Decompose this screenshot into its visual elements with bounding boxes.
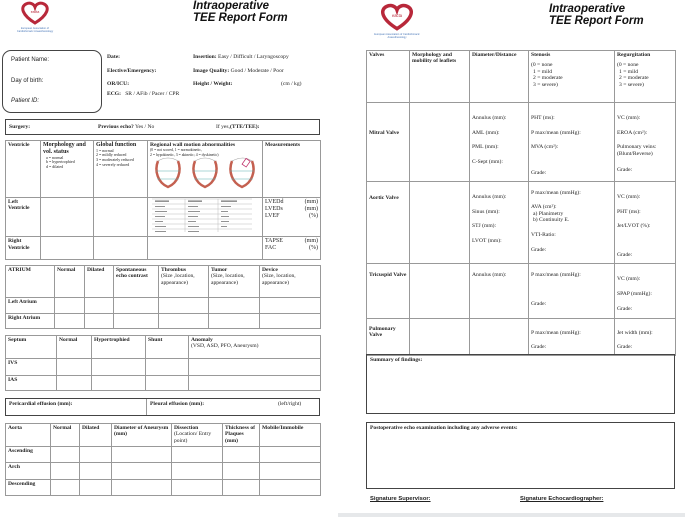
header-measurements: Measurements [263,141,321,198]
header: Thickness of Plaques (mm) [223,424,260,447]
cell[interactable] [209,314,260,329]
mitral-stenosis-cell[interactable]: PHT (ms): P max/mean (mmHg): MVA (cm²): Grade: [529,103,615,182]
row-label: Left Atrium [6,298,55,314]
heart-logo-icon [14,1,56,25]
insertion-field[interactable]: Insertion: Easy / Difficult / Laryngoscopy [193,54,289,60]
cell[interactable] [92,359,146,376]
table-row [367,103,676,182]
rv-morphology-cell[interactable] [41,237,94,260]
cell[interactable] [146,359,189,376]
cell[interactable] [51,463,80,480]
cell[interactable] [112,463,172,480]
cell[interactable] [55,314,85,329]
row-label: Aortic Valve [367,182,410,264]
atrium-table [5,265,321,329]
header: Dilated [85,266,114,298]
if-yes-field[interactable]: If yes,(TTE/TEE): [216,124,260,130]
header-regional-wall-motion: Regional wall motion abnormalities (0 = not scored, 1 = normokinetic, 2 = hypokinetic, 3 = akinetic; 4 = dyskinetic) [148,141,263,198]
postop-box[interactable] [366,422,675,489]
cell[interactable] [172,480,223,496]
table-row [6,237,321,260]
cell[interactable] [85,314,114,329]
pleural-effusion-field[interactable]: Pleural effusion (mm): [150,401,205,407]
lv-global-cell[interactable] [94,198,148,237]
cell[interactable] [223,463,260,480]
header: Aorta [6,424,51,447]
header: Stenosis (0 = none 1 = mild 2 = moderate 3 = severe) [529,51,615,103]
summary-box[interactable] [366,354,675,414]
cell[interactable] [172,447,223,463]
tricuspid-regurgitation-cell[interactable]: VC (mm): SPAP (mmHg): Grade: [615,264,676,319]
cell[interactable] [410,319,470,356]
pulmonary-regurgitation-cell[interactable]: Jet width (mm): Grade: [615,319,676,356]
header: Tumor (Size, location, appearance) [209,266,260,298]
row-label: Left Ventricle [6,198,41,237]
cell[interactable] [209,298,260,314]
cell[interactable] [189,376,321,391]
page-2 [338,0,685,517]
cell[interactable] [410,264,470,319]
header: Diameter/Distance [470,51,529,103]
cell[interactable] [51,480,80,496]
header: Regurgitation (0 = none 1 = mild 2 = moderate 3 = severe) [615,51,676,103]
cell[interactable] [159,314,209,329]
cell[interactable] [80,480,112,496]
header: Normal [51,424,80,447]
table-row [6,298,321,314]
cell[interactable] [260,480,321,496]
effusion-box [5,398,320,416]
cell[interactable] [112,447,172,463]
cell[interactable] [80,447,112,463]
aorta-table [5,423,321,496]
header-ventricle: Ventricle [6,141,41,198]
header: Mobile/Immobile [260,424,321,447]
cell[interactable] [223,480,260,496]
header: Morphology and mobility of leaflets [410,51,470,103]
header: Normal [57,336,92,359]
cell[interactable] [410,103,470,182]
aortic-stenosis-cell[interactable]: P max/mean (mmHg): AVA (cm²): a) Planimetry b) Continuity E. VTI-Ratio: Grade: [529,182,615,264]
image-quality-field[interactable]: Image Quality: Good / Moderate / Poor [193,68,284,74]
table-row [6,447,321,463]
eacta-logo: eacta European Association of Cardiothoracic Anaesthesiology [372,3,422,39]
postop-label: Postoperative echo examination including any adverse events: [370,425,518,431]
segment-grid-icon [152,198,252,234]
date-field[interactable]: Date: [107,54,121,60]
table-row [6,359,321,376]
rv-measurements[interactable]: TAPSE (mm) FAC (%) [263,237,321,260]
header: Shunt [146,336,189,359]
header-global-function: Global function 1 = normal 2 = mildly reduced 3 = moderately reduced 4 = severely reduced [94,141,148,198]
row-label: Right Atrium [6,314,55,329]
header: Device (Size, location, appearance) [260,266,321,298]
cell[interactable] [410,182,470,264]
cell[interactable] [114,314,159,329]
tricuspid-stenosis-cell[interactable]: P max/mean (mmHg): Grade: [529,264,615,319]
header: ATRIUM [6,266,55,298]
patient-box [2,50,102,113]
row-label: Pulmonary Valve [367,319,410,356]
elective-field[interactable]: Elective/Emergency: [107,68,157,74]
row-label: Arch [6,463,51,480]
svg-text:eacta: eacta [30,10,40,14]
header: Septum [6,336,57,359]
surgery-field[interactable]: Surgery: [9,124,31,130]
table-row [367,319,676,356]
form-title: Intraoperative TEE Report Form [193,0,288,24]
height-weight-field[interactable]: Height / Weight: (cm / kg) [193,81,302,87]
cell[interactable] [114,298,159,314]
header: Spontaneous echo contrast [114,266,159,298]
cell[interactable] [260,447,321,463]
cell[interactable] [260,314,321,329]
lv-segment-grid[interactable] [148,198,263,237]
row-label: Descending [6,480,51,496]
heart-logo-icon [372,3,422,31]
or-icu-field[interactable]: OR/ICU: [107,81,130,87]
row-label: IVS [6,359,57,376]
septum-table [5,335,321,391]
header: Dissection (Location/ Entry point) [172,424,223,447]
header: Diameter of Aneurysm (mm) [112,424,172,447]
aortic-regurgitation-cell[interactable]: VC (mm): PHT (ms): Jet/LVOT (%): Grade: [615,182,676,264]
cell[interactable] [470,319,529,356]
summary-label: Summary of findings: [370,357,423,363]
table-row [6,376,321,391]
pericardial-effusion-field[interactable]: Pericardial effusion (mm): [9,401,73,407]
cell[interactable] [57,376,92,391]
patient-name-field[interactable]: Patient Name: [11,57,50,63]
cell[interactable] [146,376,189,391]
previous-echo-field[interactable]: Previous echo? Yes / No [98,124,155,130]
cell[interactable] [159,298,209,314]
cell[interactable] [51,447,80,463]
ventricle-table [5,140,321,260]
pulmonary-stenosis-cell[interactable]: P max/mean (mmHg): Grade: [529,319,615,356]
dob-field[interactable]: Day of birth: [11,78,44,84]
cell[interactable] [172,463,223,480]
table-row [6,480,321,496]
header: Normal [55,266,85,298]
header: Hypertrophied [92,336,146,359]
aortic-diameter-cell[interactable]: Annulus (mm): Sinus (mm): STJ (mm): LVOT (mm): [470,182,529,264]
cell[interactable] [85,298,114,314]
cell[interactable] [112,480,172,496]
row-label: Ascending [6,447,51,463]
row-label: Tricuspid Valve [367,264,410,319]
lv-morphology-cell[interactable] [41,198,94,237]
signature-supervisor[interactable]: Signature Supervisor: [370,496,431,502]
cell[interactable] [80,463,112,480]
header: Thrombus (Size ,location, appearance) [159,266,209,298]
cell[interactable] [189,359,321,376]
mitral-regurgitation-cell[interactable]: VC (mm): EROA (cm²): Pulmonary veins: (Blunt/Reverse) Grade: [615,103,676,182]
cell[interactable] [57,359,92,376]
table-row [6,314,321,329]
eacta-logo: eacta European Association of Cardiothoracic Anaesthesiology [14,1,56,33]
surgery-box [5,119,320,135]
tricuspid-diameter-cell[interactable]: Annulus (mm): [470,264,529,319]
table-row [6,198,321,237]
cell[interactable] [260,298,321,314]
table-row [6,463,321,480]
header: Anomaly (VSD, ASD, PFO, Aneurysm) [189,336,321,359]
table-row [367,182,676,264]
header: Valves [367,51,410,103]
svg-text:eacta: eacta [392,13,402,18]
row-label: Right Ventricle [6,237,41,260]
ecg-field[interactable]: ECG: SR / AFib / Pacer / CPR [107,91,180,97]
table-row [367,264,676,319]
mitral-diameter-cell[interactable]: Annulus (mm): AML (mm): PML (mm): C-Sept (mm): [470,103,529,182]
header-morphology: Morphology and vol. status a = normal b = hypertrophied d = dilated [41,141,94,198]
cell[interactable] [55,298,85,314]
rv-global-cell[interactable] [94,237,148,260]
form-title: Intraoperative TEE Report Form [549,3,644,27]
heart-segment-diagrams-icon [150,157,260,189]
cell[interactable] [92,376,146,391]
header: Dilated [80,424,112,447]
lv-measurements[interactable]: LVEDd (mm) LVEDs (mm) LVEF (%) [263,198,321,237]
row-label: IAS [6,376,57,391]
patient-id-field[interactable]: Patient ID: [11,98,40,104]
effusion-side: (left/right) [278,401,302,407]
valves-table [366,50,676,356]
signature-echocardiographer[interactable]: Signature Echocardiographer: [520,496,604,502]
rv-rwma-cell[interactable] [148,237,263,260]
row-label: Mitral Valve [367,103,410,182]
cell[interactable] [260,463,321,480]
cell[interactable] [223,447,260,463]
